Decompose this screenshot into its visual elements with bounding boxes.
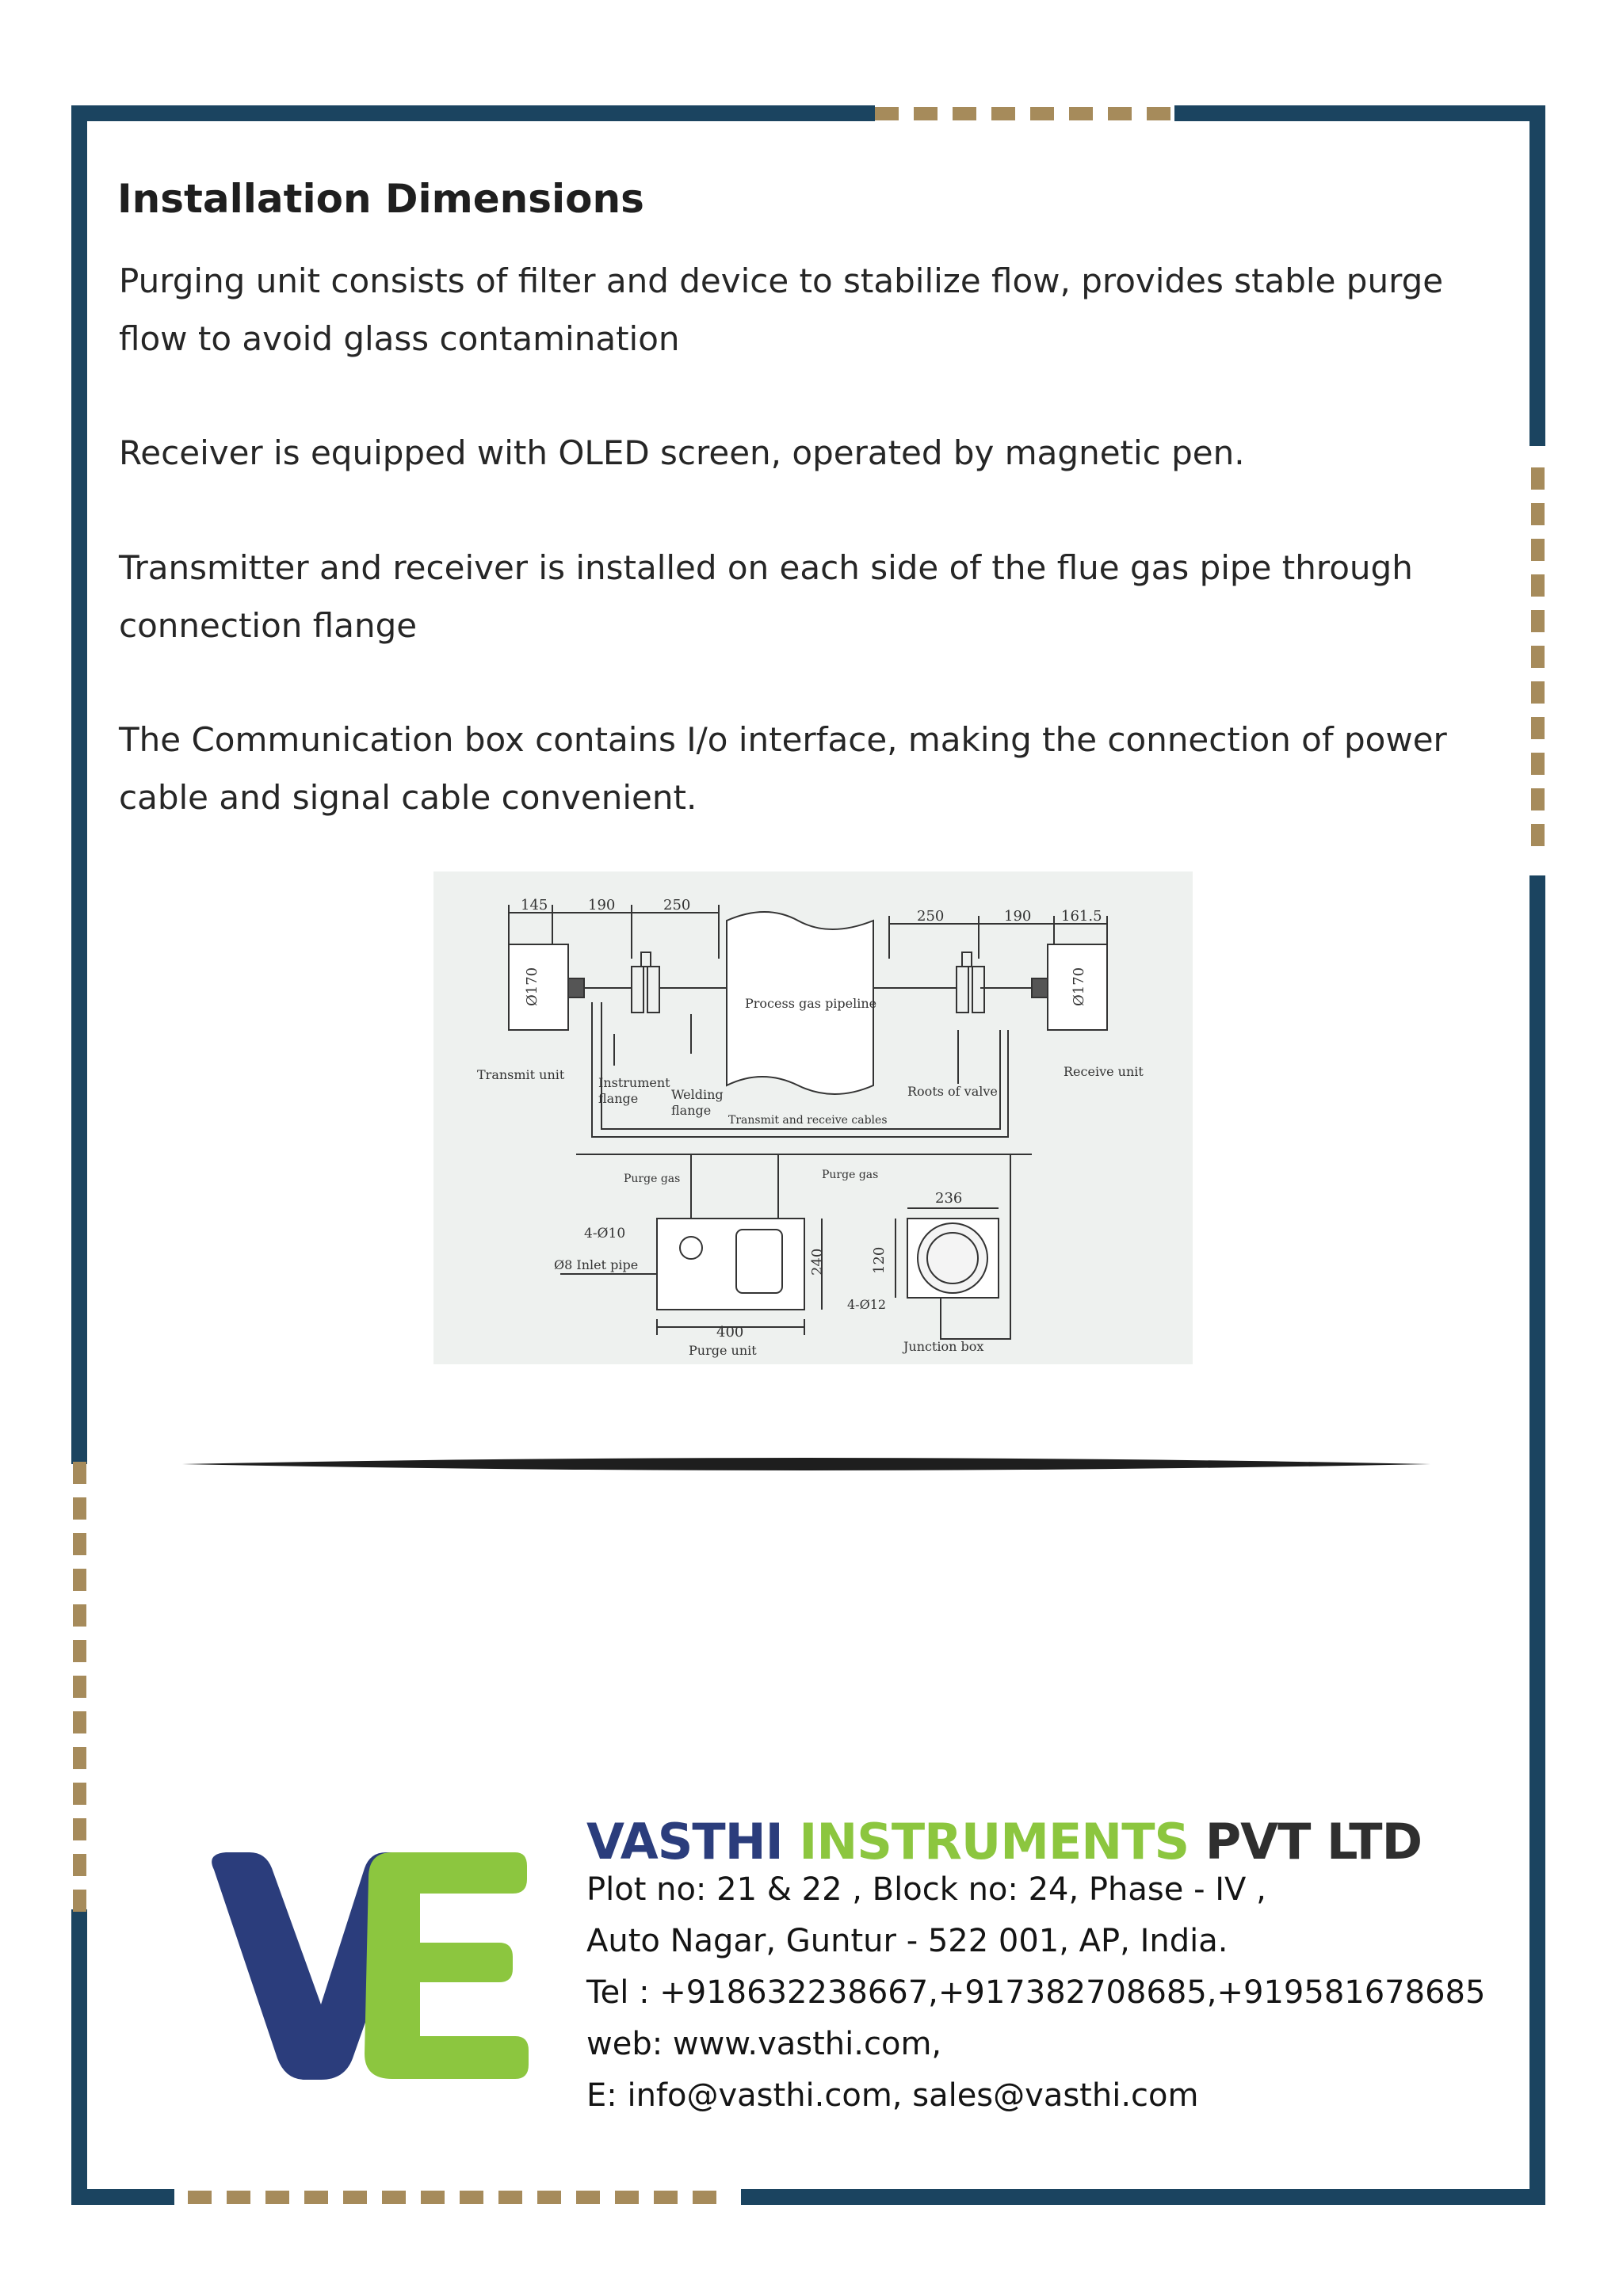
- cables-label: Transmit and receive cables: [728, 1114, 888, 1127]
- dim-label-190-right: 190: [1004, 908, 1032, 925]
- paragraph-transmitter: Transmitter and receiver is installed on each side of the flue gas pipe through connection flange: [119, 548, 1413, 645]
- dim-label-190-left: 190: [588, 897, 616, 913]
- installation-diagram: [433, 871, 1193, 1364]
- junction-box-label: Junction box: [903, 1339, 984, 1354]
- dim-label-250-left: 250: [663, 897, 691, 913]
- dim-label-120: 120: [871, 1246, 888, 1274]
- company-logo: [202, 1846, 535, 2084]
- roots-valve-label: Roots of valve: [907, 1084, 998, 1099]
- inlet-pipe-label: Ø8 Inlet pipe: [554, 1257, 639, 1272]
- dim-label-240: 240: [809, 1248, 826, 1276]
- instrument-flange-label-2: flange: [598, 1091, 639, 1106]
- dim-label-161-5: 161.5: [1061, 908, 1102, 925]
- company-name-part2: INSTRUMENTS: [799, 1813, 1190, 1871]
- paragraph-receiver: Receiver is equipped with OLED screen, operated by magnetic pen.: [119, 433, 1245, 472]
- website: web: www.vasthi.com,: [586, 2026, 942, 2062]
- purge-gas-right-label: Purge gas: [822, 1169, 879, 1181]
- company-name-part3: PVT LTD: [1205, 1813, 1423, 1871]
- dim-label-400: 400: [716, 1324, 744, 1341]
- email: E: info@vasthi.com, sales@vasthi.com: [586, 2077, 1199, 2114]
- purge-unit-label: Purge unit: [689, 1343, 757, 1358]
- telephone: Tel : +918632238667,+917382708685,+919581678685: [586, 1974, 1486, 2011]
- welding-flange-label-2: flange: [671, 1103, 712, 1118]
- holes-purge-label: 4-Ø10: [584, 1226, 626, 1241]
- dim-label-145: 145: [521, 897, 548, 913]
- welding-flange-label: Welding: [671, 1087, 724, 1102]
- process-pipe-label: Process gas pipeline: [745, 996, 877, 1011]
- company-name: [586, 1813, 1422, 1871]
- footer-divider: [182, 1440, 1430, 1488]
- paragraph-communication-box: The Communication box contains I/o interface, making the connection of power cable and signal cable convenient.: [119, 720, 1447, 817]
- phi-label-right: Ø170: [1071, 967, 1087, 1006]
- transmit-unit-label: Transmit unit: [477, 1067, 565, 1082]
- dim-label-250-right: 250: [917, 908, 945, 925]
- dim-label-236: 236: [935, 1190, 963, 1207]
- instrument-flange-label: Instrument: [598, 1075, 670, 1090]
- address-line-2: Auto Nagar, Guntur - 522 001, AP, India.: [586, 1923, 1228, 1959]
- receive-unit-label: Receive unit: [1064, 1064, 1144, 1079]
- page-title: Installation Dimensions: [117, 176, 644, 222]
- holes-box-label: 4-Ø12: [847, 1297, 887, 1312]
- phi-label-left: Ø170: [524, 967, 540, 1006]
- company-name-part1: VASTHI: [586, 1813, 783, 1871]
- address-line-1: Plot no: 21 & 22 , Block no: 24, Phase - IV ,: [586, 1871, 1266, 1908]
- purge-gas-left-label: Purge gas: [624, 1173, 681, 1185]
- paragraph-purging-unit: Purging unit consists of filter and device to stabilize flow, provides stable purge flow to avoid glass contamination: [119, 261, 1444, 358]
